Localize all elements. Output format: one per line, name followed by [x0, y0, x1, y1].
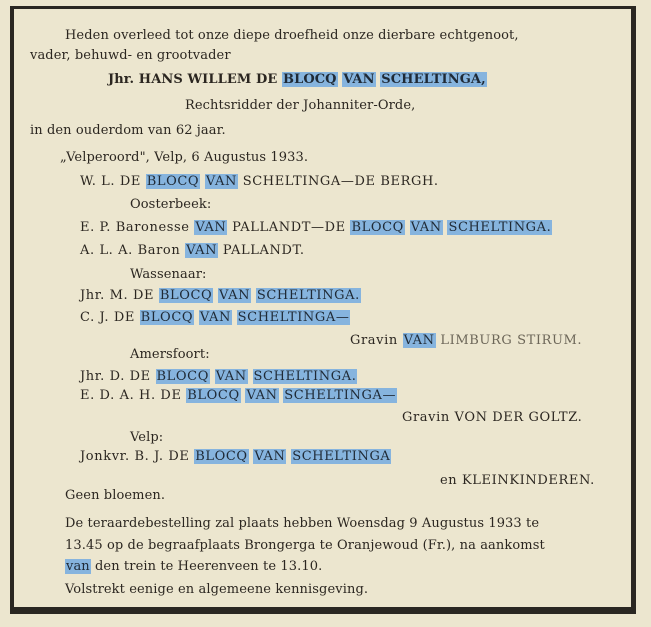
highlight-van: VAN	[254, 449, 286, 464]
name-prefix: C. J. DE	[80, 310, 140, 325]
wassenaar-line-1	[80, 286, 361, 306]
deceased-prefix: Jhr. HANS WILLEM DE	[108, 72, 282, 87]
oosterbeek-line-2	[80, 241, 305, 261]
burial-line-3	[65, 557, 322, 577]
highlight-van: VAN	[195, 220, 227, 235]
name-prefix: Jhr. M. DE	[80, 288, 159, 303]
closing-line: Volstrekt eenige en algemeene kennisgeving.	[65, 582, 369, 597]
heading-velp: Velp:	[130, 430, 164, 445]
name-prefix: E. D. A. H. DE	[80, 388, 187, 403]
name-mid: PALLANDT—DE	[227, 220, 351, 235]
name-prefix: E. P. Baronesse	[80, 220, 195, 235]
highlight-blocq: BLOCQ	[140, 310, 194, 325]
highlight-van: VAN	[219, 288, 251, 303]
widow-line	[80, 172, 439, 192]
burial-line-2: 13.45 op de begraafplaats Brongerga te Oranjewoud (Fr.), na aankomst	[65, 538, 545, 553]
name-suffix: PALLANDT.	[218, 243, 305, 258]
wassenaar-line-2	[80, 308, 350, 328]
highlight-scheltinga: SCHELTINGA—	[237, 310, 350, 325]
velp-line-1	[80, 447, 391, 467]
amersfoort-line-3: Gravin VON DER GOLTZ.	[402, 410, 583, 425]
highlight-blocq: BLOCQ	[187, 388, 240, 403]
heading-oosterbeek: Oosterbeek:	[130, 197, 212, 212]
name-prefix: A. L. A. Baron	[80, 243, 186, 258]
wassenaar-line-3	[350, 331, 582, 351]
highlight-blocq: BLOCQ	[159, 288, 213, 303]
highlight-van: VAN	[215, 369, 247, 384]
amersfoort-line-1	[80, 367, 357, 387]
name-suffix: LIMBURG STIRUM.	[435, 333, 583, 348]
highlight-scheltinga: SCHELTINGA—	[284, 388, 397, 403]
place-date: „Velperoord", Velp, 6 Augustus 1933.	[60, 150, 309, 165]
order-line: Rechtsridder der Johanniter-Orde,	[185, 98, 416, 113]
highlight-blocq: BLOCQ	[351, 220, 404, 235]
name-prefix: Jhr. D. DE	[80, 369, 156, 384]
highlight-scheltinga: SCHELTINGA.	[253, 369, 357, 384]
highlight-van: VAN	[186, 243, 218, 258]
burial-line-1: De teraardebestelling zal plaats hebben Woensdag 9 Augustus 1933 te	[65, 516, 540, 531]
heading-wassenaar: Wassenaar:	[130, 267, 207, 282]
burial-suffix: den trein te Heerenveen te 13.10.	[90, 559, 323, 574]
highlight-van: VAN	[343, 72, 375, 87]
highlight-scheltinga: SCHELTINGA,	[381, 72, 486, 87]
highlight-van: van	[66, 559, 90, 574]
highlight-blocq: BLOCQ	[156, 369, 209, 384]
amersfoort-line-2	[80, 386, 397, 406]
highlight-van: VAN	[205, 174, 237, 189]
highlight-van: VAN	[199, 310, 231, 325]
highlight-blocq: BLOCQ	[282, 72, 337, 87]
heading-amersfoort: Amersfoort:	[130, 347, 210, 362]
widow-prefix: W. L. DE	[80, 174, 146, 189]
name-prefix: Jonkvr. B. J. DE	[80, 449, 195, 464]
no-flowers: Geen bloemen.	[65, 488, 166, 503]
highlight-scheltinga: SCHELTINGA	[292, 449, 391, 464]
deceased-name	[108, 70, 487, 90]
intro-line-1: Heden overleed tot onze diepe droefheid onze dierbare echtgenoot,	[65, 28, 519, 43]
oosterbeek-line-1	[80, 218, 552, 238]
widow-suffix: SCHELTINGA—DE BERGH.	[237, 174, 439, 189]
highlight-van: VAN	[410, 220, 442, 235]
age-line: in den ouderdom van 62 jaar.	[30, 123, 226, 138]
highlight-van: VAN	[246, 388, 278, 403]
highlight-scheltinga: SCHELTINGA.	[448, 220, 552, 235]
highlight-blocq: BLOCQ	[146, 174, 200, 189]
highlight-van: VAN	[403, 333, 435, 348]
highlight-blocq: BLOCQ	[195, 449, 248, 464]
intro-line-2: vader, behuwd- en grootvader	[30, 48, 231, 63]
name-prefix: Gravin	[350, 333, 403, 348]
highlight-scheltinga: SCHELTINGA.	[256, 288, 360, 303]
velp-line-2: en KLEINKINDEREN.	[440, 473, 595, 488]
